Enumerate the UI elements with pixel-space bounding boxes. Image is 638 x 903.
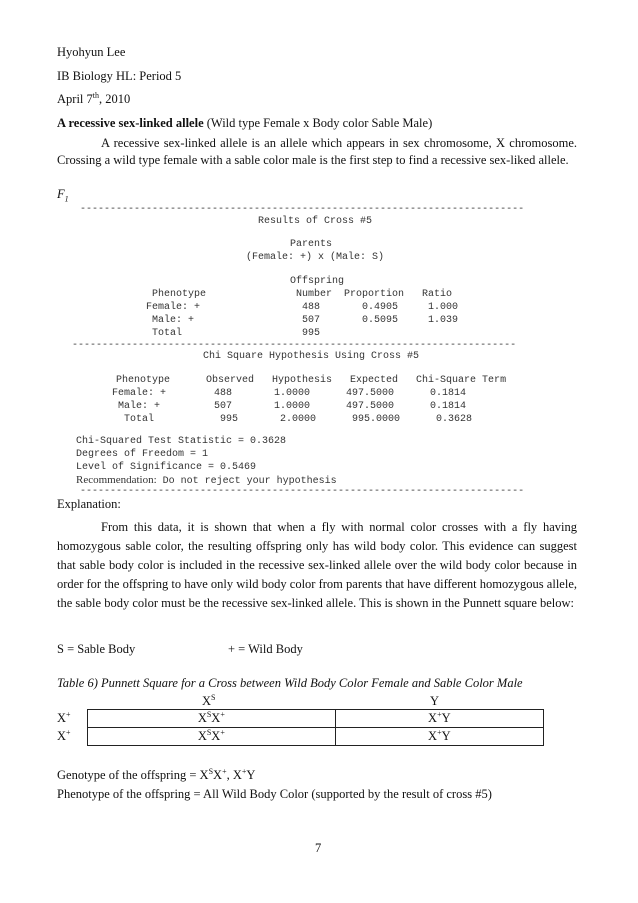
punnett-row-header: X+ (57, 728, 71, 743)
parents-value: (Female: +) x (Male: S) (246, 252, 385, 263)
chi-recommendation: Recommendation: Do not reject your hypothesis (76, 474, 337, 487)
punnett-cell: $X^SX^+$ (88, 728, 336, 746)
punnett-row (57, 710, 544, 728)
punnett-cell: $X^SX^+$ (88, 710, 336, 728)
parents-label: Parents (290, 239, 333, 250)
divider-bottom: -------------------------------------------------------------------------- (80, 486, 525, 497)
chi-row: Female: + 488 1.0000 497.5000 0.1814 (112, 388, 467, 399)
table-caption: Table 6) Punnett Square for a Cross between Wild Body Color Female and Sable Color Male (57, 676, 523, 690)
chi-title: Chi Square Hypothesis Using Cross #5 (203, 351, 420, 362)
explanation-paragraph: From this data, it is shown that when a fly with normal color crosses with a fly having homozygous sable color, the resulting offspring only has wild body color. This evidence can suggest that sable body color is included in the recessive sex-linked allele over the wild body color because in order for the offspring to have only wild body color from parents that have different homozygous allele, the sable body color must be the recessive sex-linked allele. This is shown in the Punnett square below: (57, 520, 577, 610)
punnett-row (57, 728, 544, 746)
offspring-row: Male: + 507 0.5095 1.039 (146, 315, 459, 326)
phenotype-line: Phenotype of the offspring = All Wild Body Color (supported by the result of cross #5) (57, 787, 492, 801)
date: April 7th, 2010 (57, 91, 131, 106)
punnett-col-header-xs: $X^S$ (202, 693, 216, 708)
chi-row: Male: + 507 1.0000 497.5000 0.1814 (112, 401, 467, 412)
author-name: Hyohyun Lee (57, 45, 126, 59)
legend-wild: + = Wild Body (228, 642, 303, 656)
offspring-row: Total 995 (146, 328, 321, 339)
genotype-line: Genotype of the offspring = $X^SX^+$, X+Y (57, 767, 256, 782)
punnett-cell: X+Y (335, 710, 543, 728)
legend-sable: S = Sable Body (57, 642, 136, 656)
offspring-row: Female: + 488 0.4905 1.000 (146, 302, 459, 313)
chi-stat: Chi-Squared Test Statistic = 0.3628 (76, 436, 287, 447)
explanation-label: Explanation: (57, 497, 121, 511)
chi-row: Total 995 2.0000 995.0000 0.3628 (112, 414, 473, 425)
punnett-row-header: X+ (57, 710, 71, 725)
chi-stat: Level of Significance = 0.5469 (76, 462, 257, 473)
punnett-square (57, 709, 544, 746)
punnett-cell: X+Y (335, 728, 543, 746)
results-title: Results of Cross #5 (258, 216, 373, 227)
offspring-header-row: Phenotype Number Proportion Ratio (152, 289, 453, 300)
f1-label: $F_1$ (57, 187, 69, 204)
chi-stat: Degrees of Freedom = 1 (76, 449, 209, 460)
page-number: 7 (315, 841, 322, 855)
chi-header-row: Phenotype Observed Hypothesis Expected Chi-Square Term (116, 375, 507, 386)
divider-top: -------------------------------------------------------------------------- (80, 204, 525, 215)
divider-middle: -------------------------------------------------------------------------- (72, 340, 517, 351)
intro-paragraph: A recessive sex-linked allele is an allele which appears in sex chromosome, X chromosome. Crossing a wild type female with a sable color male is the first step to find a recessive sex-liked allele. (57, 136, 577, 167)
section-title: A recessive sex-linked allele (Wild type Female x Body color Sable Male) (57, 116, 433, 130)
punnett-col-header-y: Y (430, 694, 440, 708)
offspring-label: Offspring (290, 276, 345, 287)
class-period: IB Biology HL: Period 5 (57, 69, 182, 83)
